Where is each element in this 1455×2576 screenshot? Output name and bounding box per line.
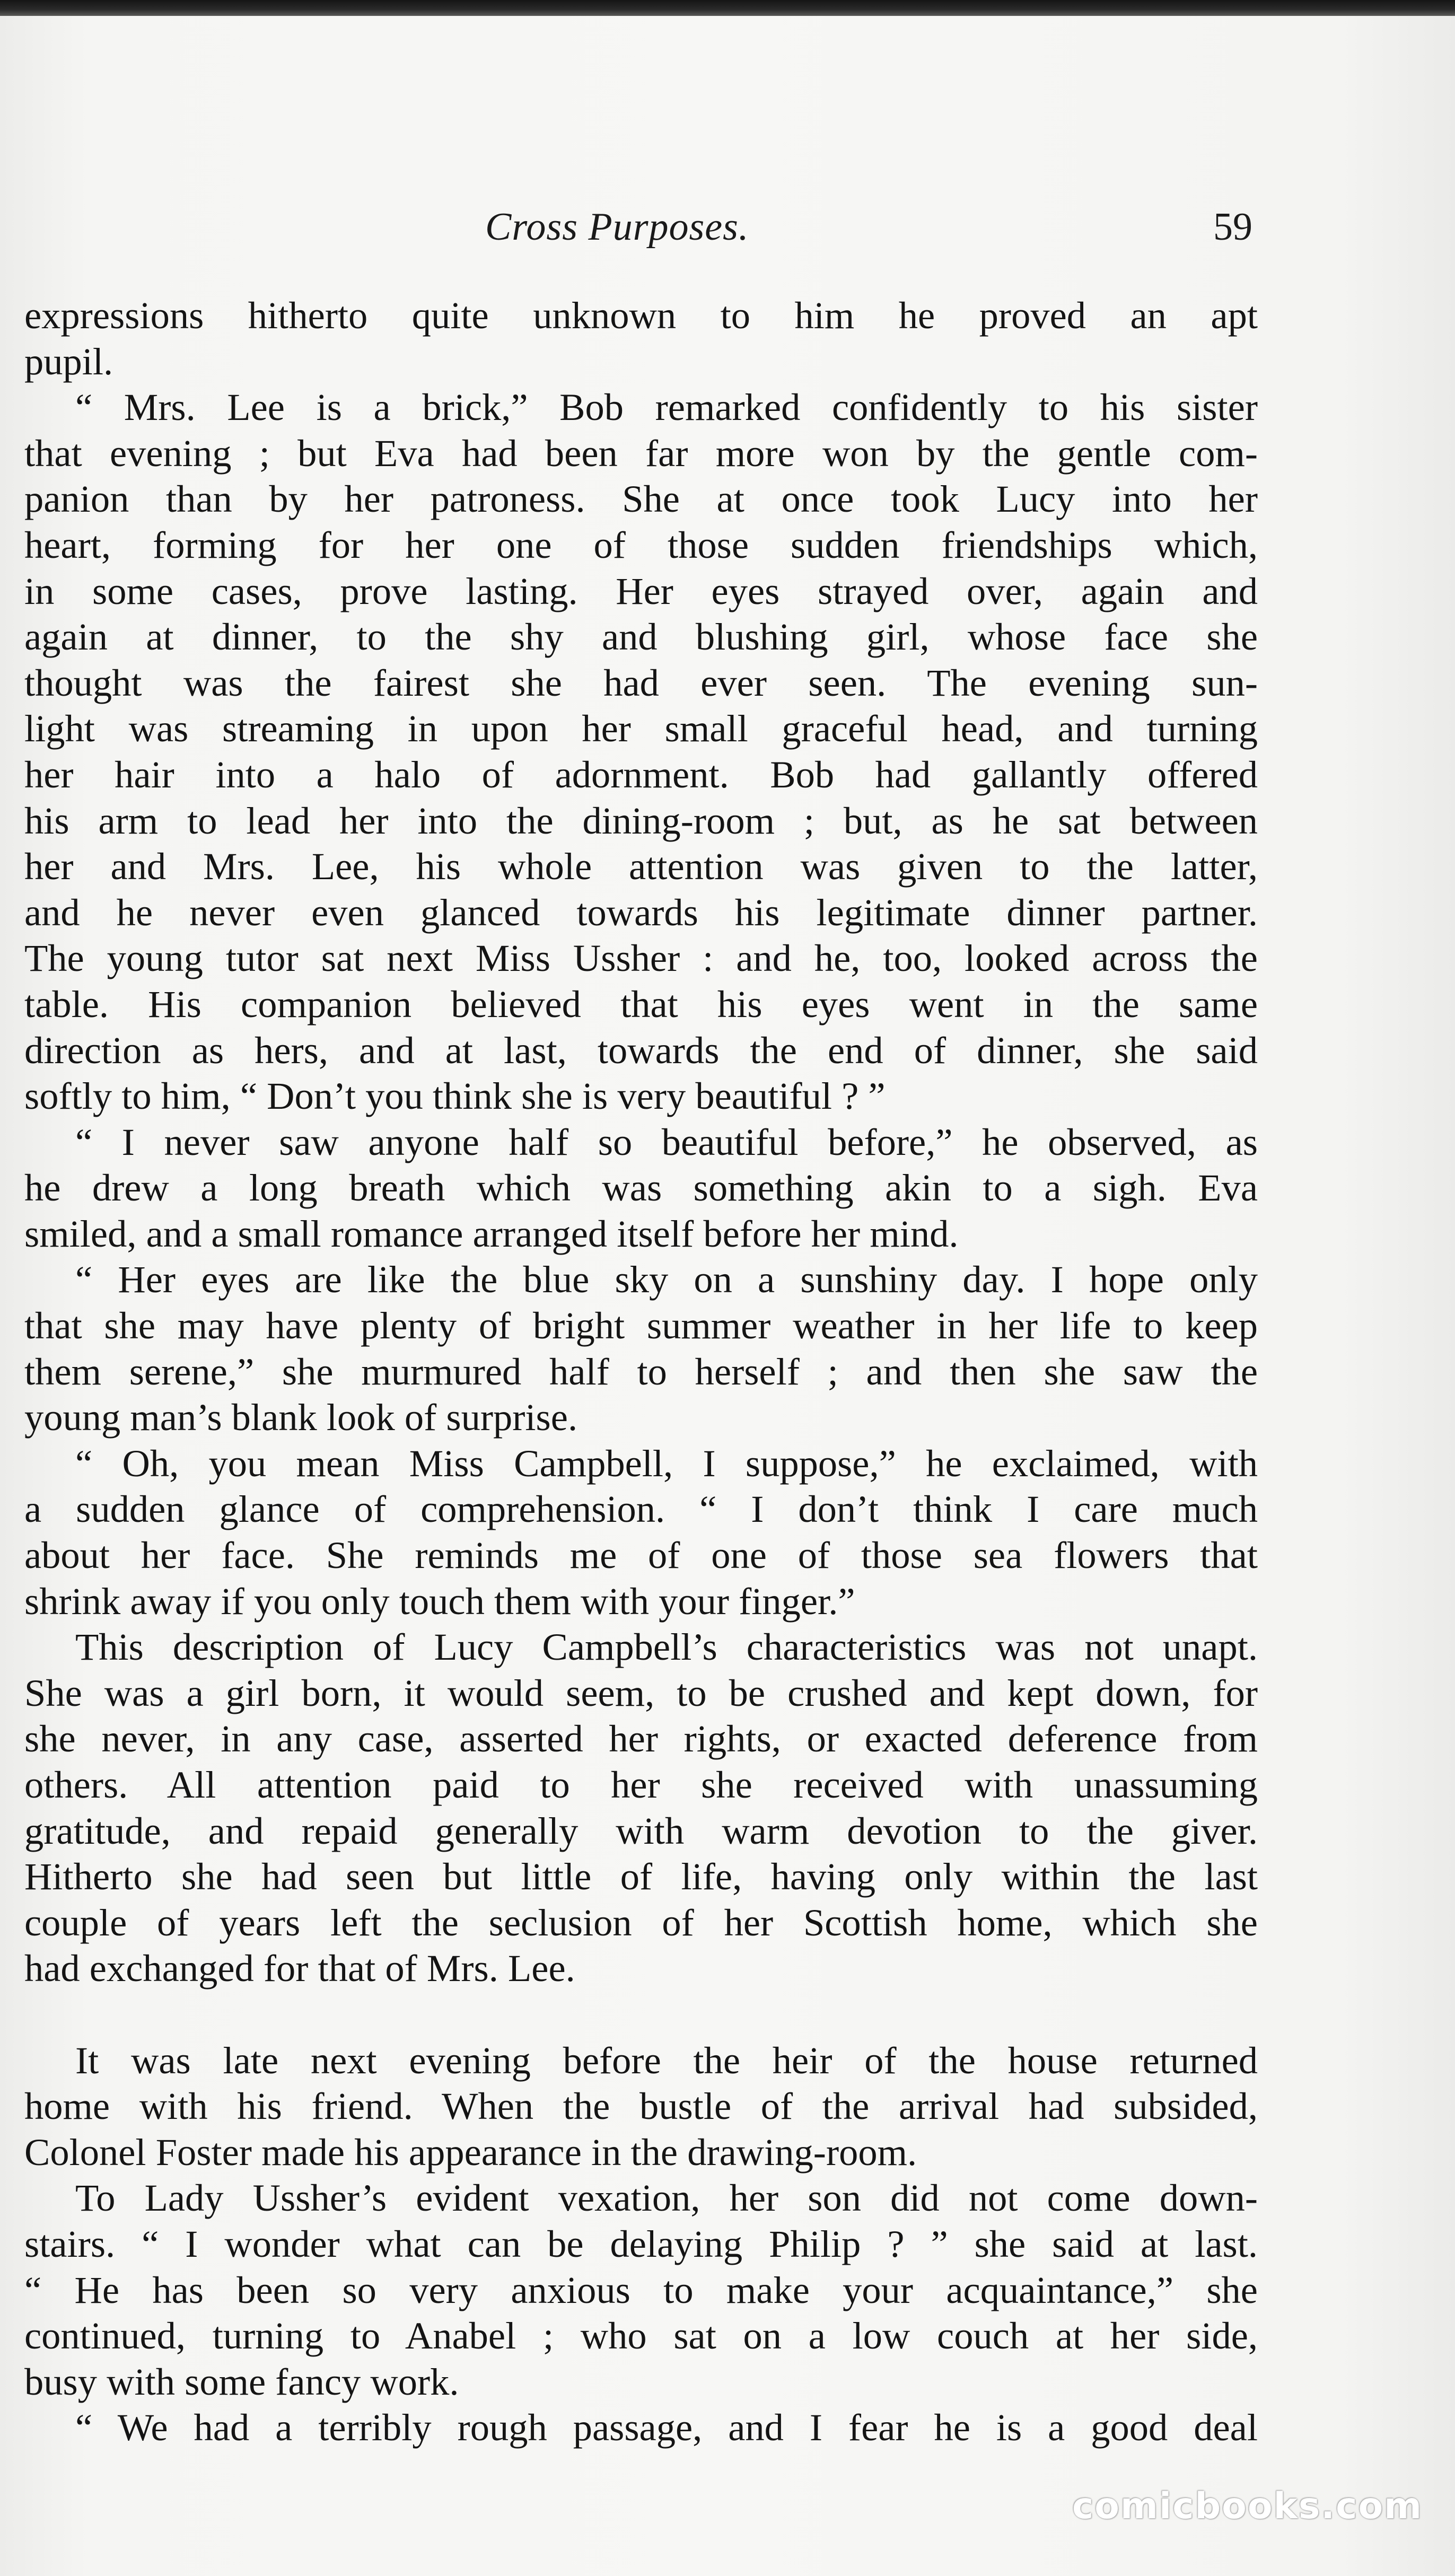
text-line: couple of years left the seclusion of her Scottish home, which she <box>24 1900 1258 1944</box>
text-line: them serene,” she murmured half to herself ; and then she saw the <box>24 1350 1258 1393</box>
text-line: heart, forming for her one of those sudden friendships which, <box>24 523 1258 566</box>
text-line: his arm to lead her into the dining-room ; but, as he sat between <box>24 799 1258 842</box>
text-line: in some cases, prove lasting. Her eyes strayed over, again and <box>24 569 1258 612</box>
text-line: “ He has been so very anxious to make your acquaintance,” she <box>24 2268 1258 2311</box>
text-line: table. His companion believed that his eyes went in the same <box>24 982 1258 1026</box>
text-line: The young tutor sat next Miss Ussher : and he, too, looked across the <box>24 936 1258 980</box>
text-line: shrink away if you only touch them with your finger.” <box>24 1579 855 1623</box>
text-line: panion than by her patroness. She at once took Lucy into her <box>24 477 1258 521</box>
text-line: Colonel Foster made his appearance in the drawing-room. <box>24 2130 917 2174</box>
scan-top-edge <box>0 0 1455 16</box>
text-line: To Lady Ussher’s evident vexation, her son did not come down- <box>75 2176 1258 2220</box>
text-line: her and Mrs. Lee, his whole attention was given to the latter, <box>24 845 1258 888</box>
text-line: stairs. “ I wonder what can be delaying Philip ? ” she said at last. <box>24 2222 1258 2265</box>
text-line: expressions hitherto quite unknown to him he proved an apt <box>24 294 1258 337</box>
page-number: 59 <box>1213 205 1252 249</box>
body-text <box>24 293 1258 2451</box>
text-line: her hair into a halo of adornment. Bob had gallantly offered <box>24 752 1258 796</box>
text-line: “ Oh, you mean Miss Campbell, I suppose,” he exclaimed, with <box>75 1441 1258 1485</box>
text-line: gratitude, and repaid generally with warm devotion to the giver. <box>24 1809 1258 1852</box>
text-line: had exchanged for that of Mrs. Lee. <box>24 1947 575 1990</box>
text-line: thought was the fairest she had ever seen. The evening sun- <box>24 661 1258 704</box>
text-line: busy with some fancy work. <box>24 2360 459 2403</box>
text-line: again at dinner, to the shy and blushing girl, whose face she <box>24 615 1258 659</box>
text-line: she never, in any case, asserted her rights, or exacted deference from <box>24 1717 1258 1760</box>
text-line: about her face. She reminds me of one of those sea flowers that <box>24 1534 1258 1577</box>
running-title: Cross Purposes. <box>485 205 749 249</box>
text-line: light was streaming in upon her small graceful head, and turning <box>24 707 1258 750</box>
text-line: It was late next evening before the heir of the house returned <box>75 2038 1258 2082</box>
text-line: “ We had a terribly rough passage, and I fear he is a good deal <box>75 2406 1258 2449</box>
text-line: that she may have plenty of bright summer weather in her life to keep <box>24 1304 1258 1347</box>
text-line: She was a girl born, it would seem, to be crushed and kept down, for <box>24 1671 1258 1714</box>
text-line: home with his friend. When the bustle of the arrival had subsided, <box>24 2084 1258 2128</box>
page-header <box>0 200 1455 264</box>
text-line: “ Mrs. Lee is a brick,” Bob remarked confidently to his sister <box>75 385 1258 429</box>
paragraph-gap <box>24 1992 1258 2038</box>
watermark: comicbooks.com <box>1072 2485 1423 2527</box>
text-line: “ Her eyes are like the blue sky on a sunshiny day. I hope only <box>75 1258 1258 1301</box>
text-line: smiled, and a small romance arranged itself before her mind. <box>24 1212 959 1255</box>
text-line: “ I never saw anyone half so beautiful before,” he observed, as <box>75 1120 1258 1163</box>
text-line: and he never even glanced towards his legitimate dinner partner. <box>24 890 1258 934</box>
text-line: he drew a long breath which was something akin to a sigh. Eva <box>24 1166 1258 1210</box>
text-line: young man’s blank look of surprise. <box>24 1396 578 1439</box>
text-line: direction as hers, and at last, towards the end of dinner, she said <box>24 1028 1258 1072</box>
text-line: Hitherto she had seen but little of life, having only within the last <box>24 1855 1258 1898</box>
text-line: softly to him, “ Don’t you think she is very beautiful ? ” <box>24 1074 886 1118</box>
text-line: continued, turning to Anabel ; who sat on a low couch at her side, <box>24 2314 1258 2358</box>
text-line: that evening ; but Eva had been far more won by the gentle com- <box>24 431 1258 475</box>
text-line: pupil. <box>24 339 113 383</box>
text-line: a sudden glance of comprehension. “ I don’t think I care much <box>24 1487 1258 1531</box>
text-line: others. All attention paid to her she received with unassuming <box>24 1763 1258 1806</box>
text-line: This description of Lucy Campbell’s characteristics was not unapt. <box>75 1625 1258 1669</box>
